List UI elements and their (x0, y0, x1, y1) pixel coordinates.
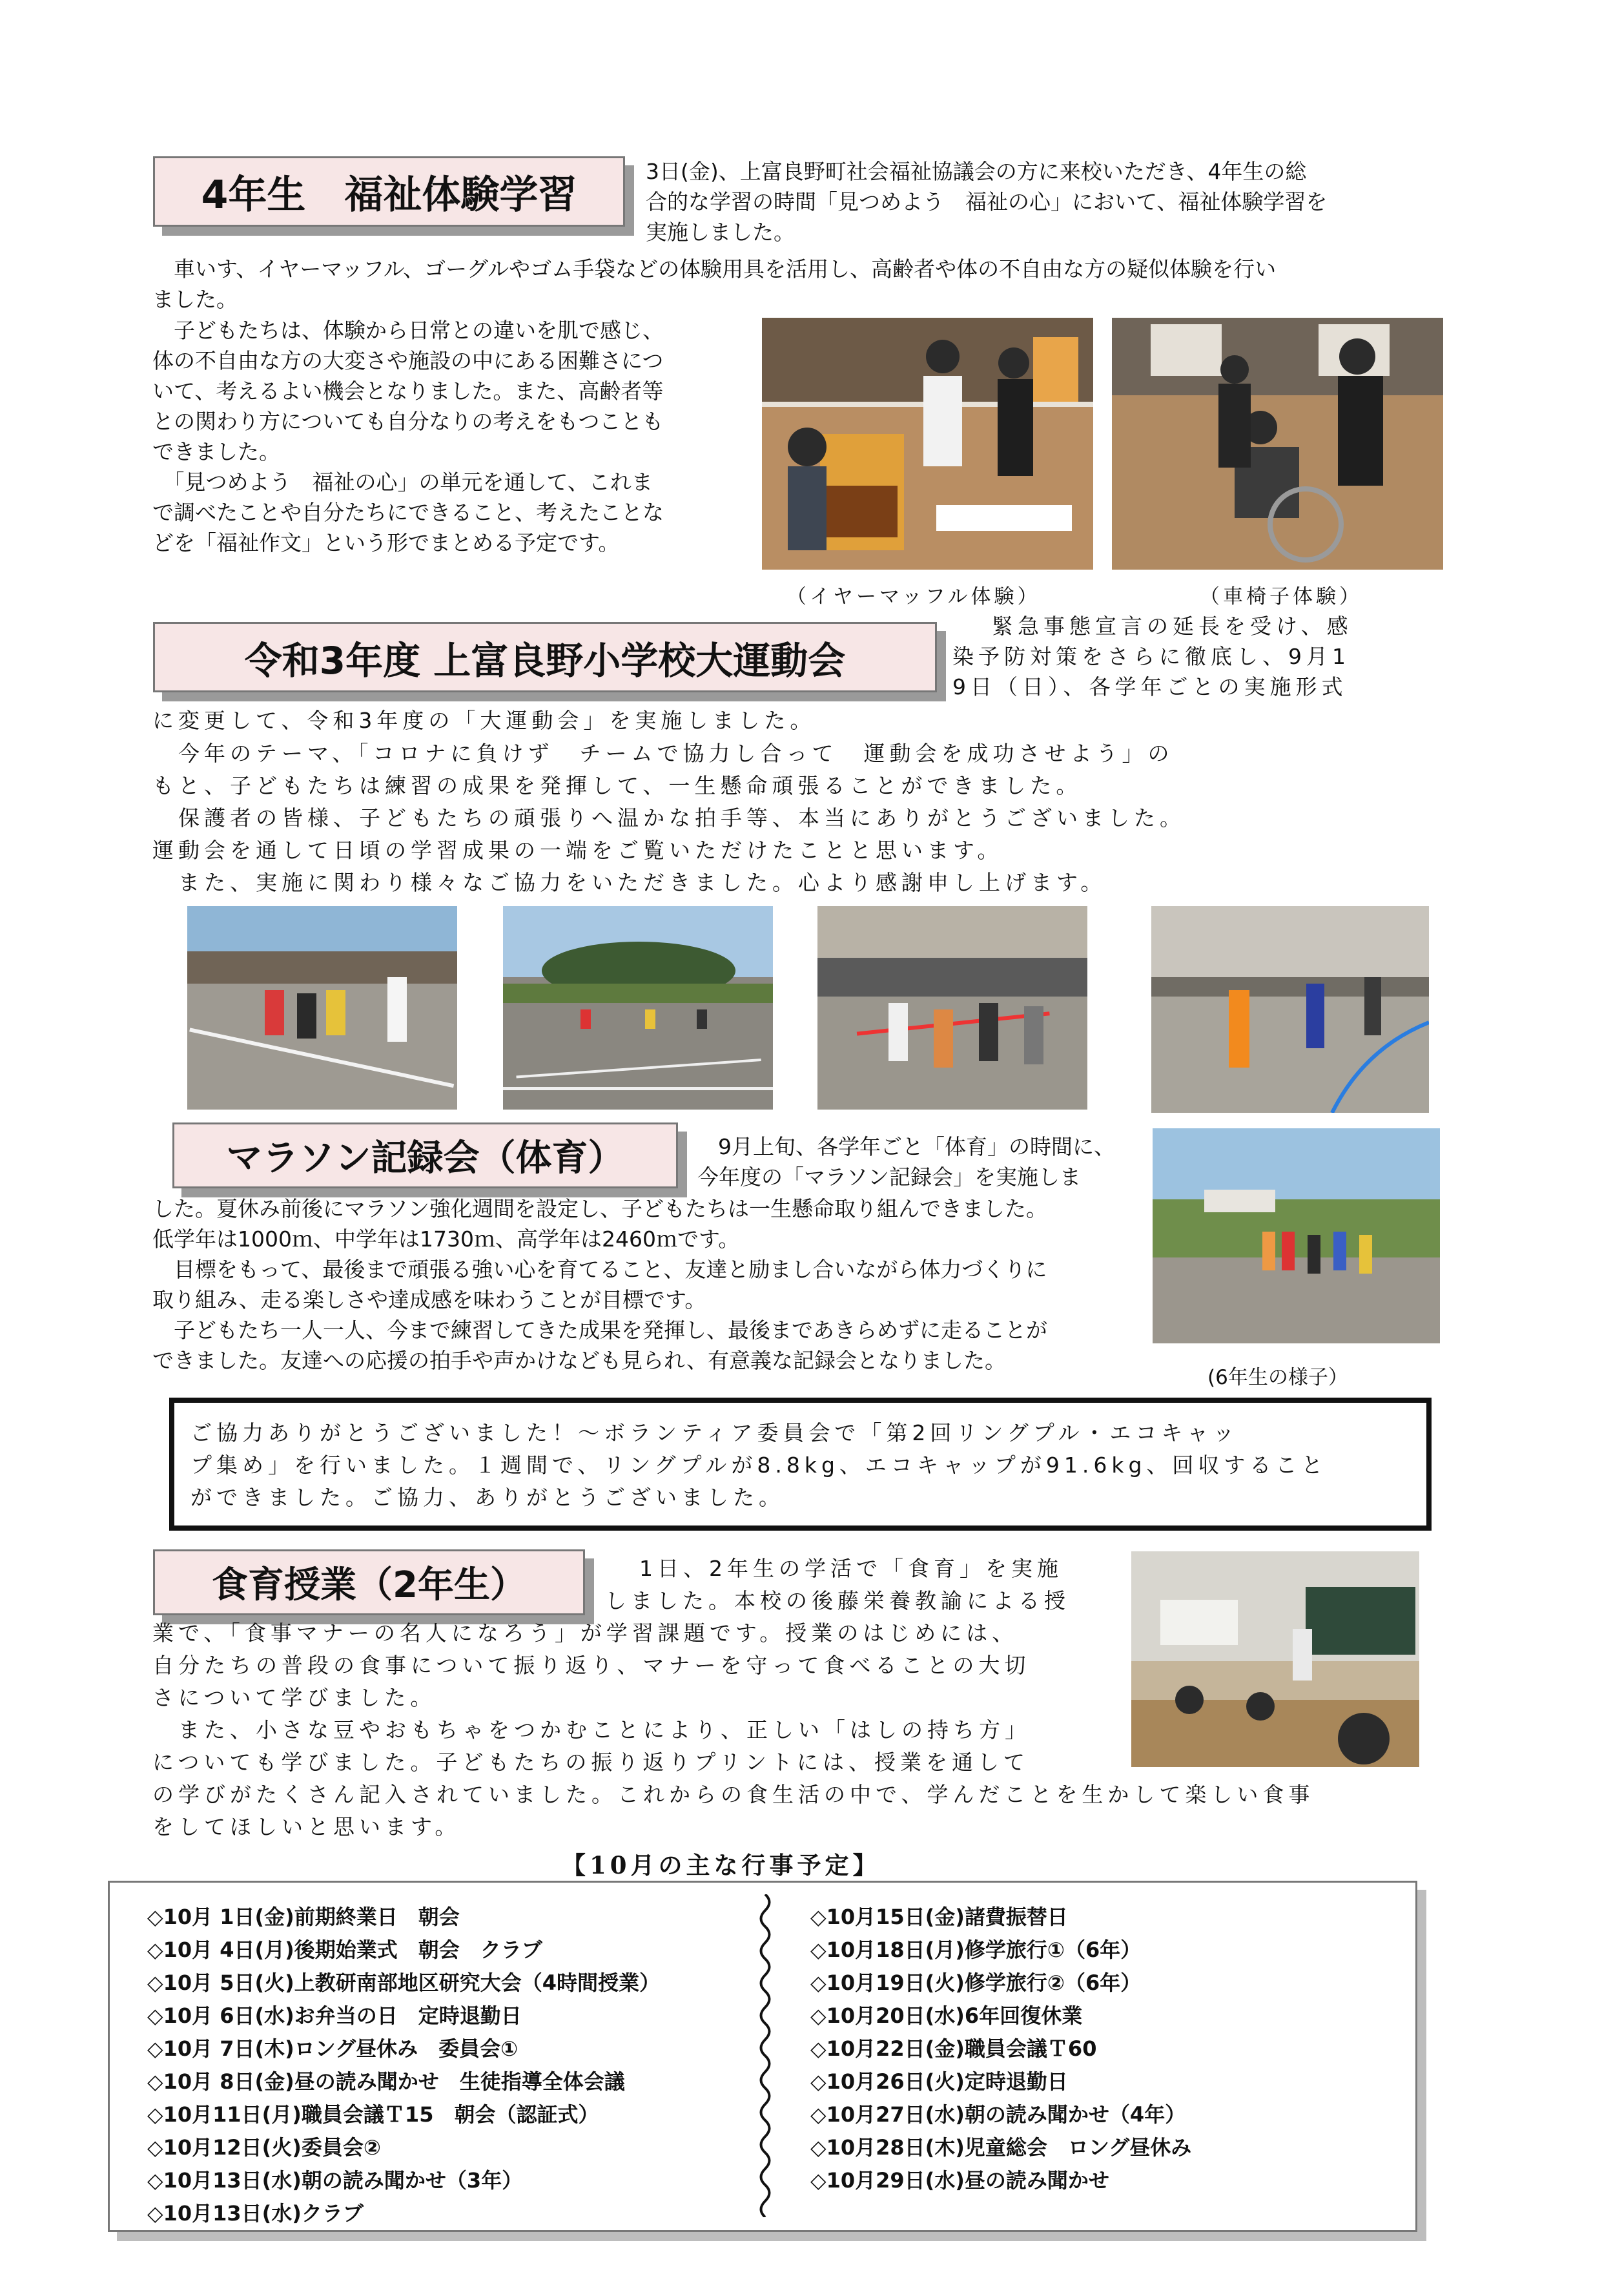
text-line: 車いす、イヤーマッフル、ゴーグルやゴム手袋などの体験用具を活用し、高齢者や体の不自由な方の疑似体験を行い (152, 256, 1277, 282)
earmuff-experience-photo (762, 318, 1093, 570)
text-line: また、小さな豆やおもちゃをつかむことにより、正しい「はしの持ち方」 (152, 1717, 1031, 1743)
schedule-item: ◇10月13日(水)クラブ (147, 2201, 364, 2226)
text-line: 低学年は1000ｍ、中学年は1730ｍ、高学年は2460ｍです。 (152, 1226, 740, 1252)
schedule-item: ◇10月 8日(金)昼の読み聞かせ 生徒指導全体会議 (147, 2069, 625, 2094)
schedule-item: ◇10月15日(金)諸費振替日 (810, 1905, 1068, 1929)
schedule-item: ◇10月19日(火)修学旅行②（6年） (810, 1970, 1142, 1995)
text-line: した。夏休み前後にマラソン強化週間を設定し、子どもたちは一生懸命取り組んできました。 (152, 1196, 1047, 1221)
text-line: についても学びました。子どもたちの振り返りプリントには、授業を通して (152, 1750, 1030, 1775)
text-line: 目標をもって、最後まで頑張る強い心を育てること、友達と励まし合いながら体力づくりに (152, 1257, 1047, 1282)
schedule-item: ◇10月13日(水)朝の読み聞かせ（3年） (147, 2168, 523, 2193)
text-line: ました。 (152, 287, 238, 312)
marathon-photo (1153, 1128, 1440, 1343)
text-line: 「見つめよう 福祉の心」の単元を通して、これま (152, 470, 653, 495)
schedule-item: ◇10月 6日(水)お弁当の日 定時退勤日 (147, 2003, 522, 2028)
text-line: ご協力ありがとうございました！～ボランティア委員会で「第2回リングプル・エコキャッ (190, 1420, 1239, 1445)
text-line: 緊急事態宣言の延長を受け、感 (992, 614, 1353, 639)
sports-photo-1 (187, 906, 457, 1110)
schedule-item: ◇10月22日(金)職員会議Ｔ60 (810, 2036, 1097, 2061)
text-line: 取り組み、走る楽しさや達成感を味わうことが目標です。 (152, 1287, 706, 1312)
schedule-item: ◇10月 7日(木)ロング昼休み 委員会① (147, 2036, 519, 2061)
schedule-item: ◇10月29日(水)昼の読み聞かせ (810, 2168, 1109, 2193)
marathon-caption: (6年生の様子） (1207, 1366, 1348, 1389)
text-line: プ集め」を行いました。１週間で、リングプルが8.8kg、エコキャップが91.6kg、回収すること (190, 1453, 1328, 1478)
text-line: 自分たちの普段の食事について振り返り、マナーを守って食べることの大切 (152, 1653, 1031, 1678)
sports-photo-2 (503, 906, 773, 1110)
text-line: で調べたことや自分たちにできること、考えたことな (152, 500, 664, 525)
text-line: どを「福祉作文」という形でまとめる予定です。 (152, 530, 620, 555)
text-line: しました。本校の後藤栄養教諭による授 (605, 1588, 1070, 1613)
text-line: 体の不自由な方の大変さや施設の中にある困難さにつ (152, 348, 664, 373)
text-line: 今年のテーマ、「コロナに負けず チームで協力し合って 運動会を成功させよう」の (152, 741, 1174, 766)
text-line: もと、子どもたちは練習の成果を発揮して、一生懸命頑張ることができました。 (152, 773, 1082, 798)
text-line: 9日（日）、各学年ごとの実施形式 (952, 674, 1348, 699)
text-line: 業で、「食事マナーの名人になろう」が学習課題です。授業のはじめには、 (152, 1620, 1018, 1646)
text-line: 実施しました。 (646, 220, 795, 245)
schedule-item: ◇10月18日(月)修学旅行①（6年） (810, 1938, 1142, 1962)
schedule-title: 【10月の主な行事予定】 (562, 1851, 881, 1879)
text-line: また、実施に関わり様々なご協力をいただきました。心より感謝申し上げます。 (152, 870, 1107, 895)
schedule-box (108, 1881, 1417, 2232)
text-line: いて、考えるよい機会となりました。また、高齢者等 (152, 378, 664, 404)
text-line: 子どもたち一人一人、今まで練習してきた成果を発揮し、最後まであきらめずに走ることが (152, 1318, 1047, 1343)
text-line: ができました。ご協力、ありがとうございました。 (190, 1485, 785, 1510)
text-line: 運動会を通して日頃の学習成果の一端をご覧いただけたことと思います。 (152, 838, 1003, 863)
text-line: をしてほしいと思います。 (152, 1814, 461, 1839)
volunteer-notice (169, 1398, 1432, 1531)
text-line: 染予防対策をさらに徹底し、9月1 (952, 644, 1350, 669)
schedule-item: ◇10月 5日(火)上教研南部地区研究大会（4時間授業） (147, 1970, 661, 1995)
sports-photo-4 (1151, 906, 1429, 1113)
earmuff-caption: （イヤーマッフル体験） (786, 585, 1041, 608)
welfare-title: 4年生 福祉体験学習 (153, 156, 625, 227)
schedule-item: ◇10月20日(水)6年回復休業 (810, 2003, 1083, 2028)
text-line: さについて学びました。 (152, 1685, 436, 1710)
text-line: できました。友達への応援の拍手や声かけなども見られ、有意義な記録会となりました。 (152, 1348, 1006, 1373)
schedule-item: ◇10月11日(月)職員会議Ｔ15 朝会（認証式） (147, 2102, 599, 2127)
schedule-item: ◇10月26日(火)定時退勤日 (810, 2069, 1068, 2094)
sports-photo-3 (817, 906, 1087, 1110)
schedule-item: ◇10月28日(木)児童総会 ロング昼休み (810, 2135, 1192, 2160)
text-line: 保護者の皆様、子どもたちの頑張りへ温かな拍手等、本当にありがとうございました。 (152, 805, 1186, 831)
text-line: 子どもたちは、体験から日常との違いを肌で感じ、 (152, 318, 664, 343)
wheelchair-caption: （車椅子体験） (1200, 585, 1362, 608)
marathon-title: マラソン記録会（体育） (172, 1122, 678, 1188)
text-line: 1日、2年生の学活で「食育」を実施 (639, 1556, 1063, 1581)
schedule-item: ◇10月 4日(月)後期始業式 朝会 クラブ (147, 1938, 542, 1962)
text-line: との関わり方についても自分なりの考えをもつことも (152, 409, 664, 434)
sports-title: 令和3年度 上富良野小学校大運動会 (153, 622, 937, 692)
text-line: に変更して、令和3年度の「大運動会」を実施しました。 (152, 708, 816, 733)
schedule-item: ◇10月27日(水)朝の読み聞かせ（4年） (810, 2102, 1186, 2127)
text-line: の学びがたくさん記入されていました。これからの食生活の中で、学んだことを生かして楽しい食事 (152, 1782, 1315, 1807)
text-line: 9月上旬、各学年ごと「体育」の時間に、 (718, 1134, 1115, 1159)
text-line: 今年度の「マラソン記録会」を実施しま (697, 1164, 1081, 1190)
wheelchair-experience-photo (1112, 318, 1443, 570)
food-class-photo (1131, 1551, 1419, 1767)
text-line: できました。 (152, 439, 280, 464)
wavy-divider (755, 1894, 775, 2217)
text-line: 合的な学習の時間「見つめよう 福祉の心」において、福祉体験学習を (646, 189, 1328, 214)
schedule-item: ◇10月12日(火)委員会② (147, 2135, 382, 2160)
food-title: 食育授業（2年生） (153, 1549, 585, 1615)
schedule-item: ◇10月 1日(金)前期終業日 朝会 (147, 1905, 460, 1929)
text-line: 3日(金)、上富良野町社会福祉協議会の方に来校いただき、4年生の総 (646, 159, 1307, 184)
